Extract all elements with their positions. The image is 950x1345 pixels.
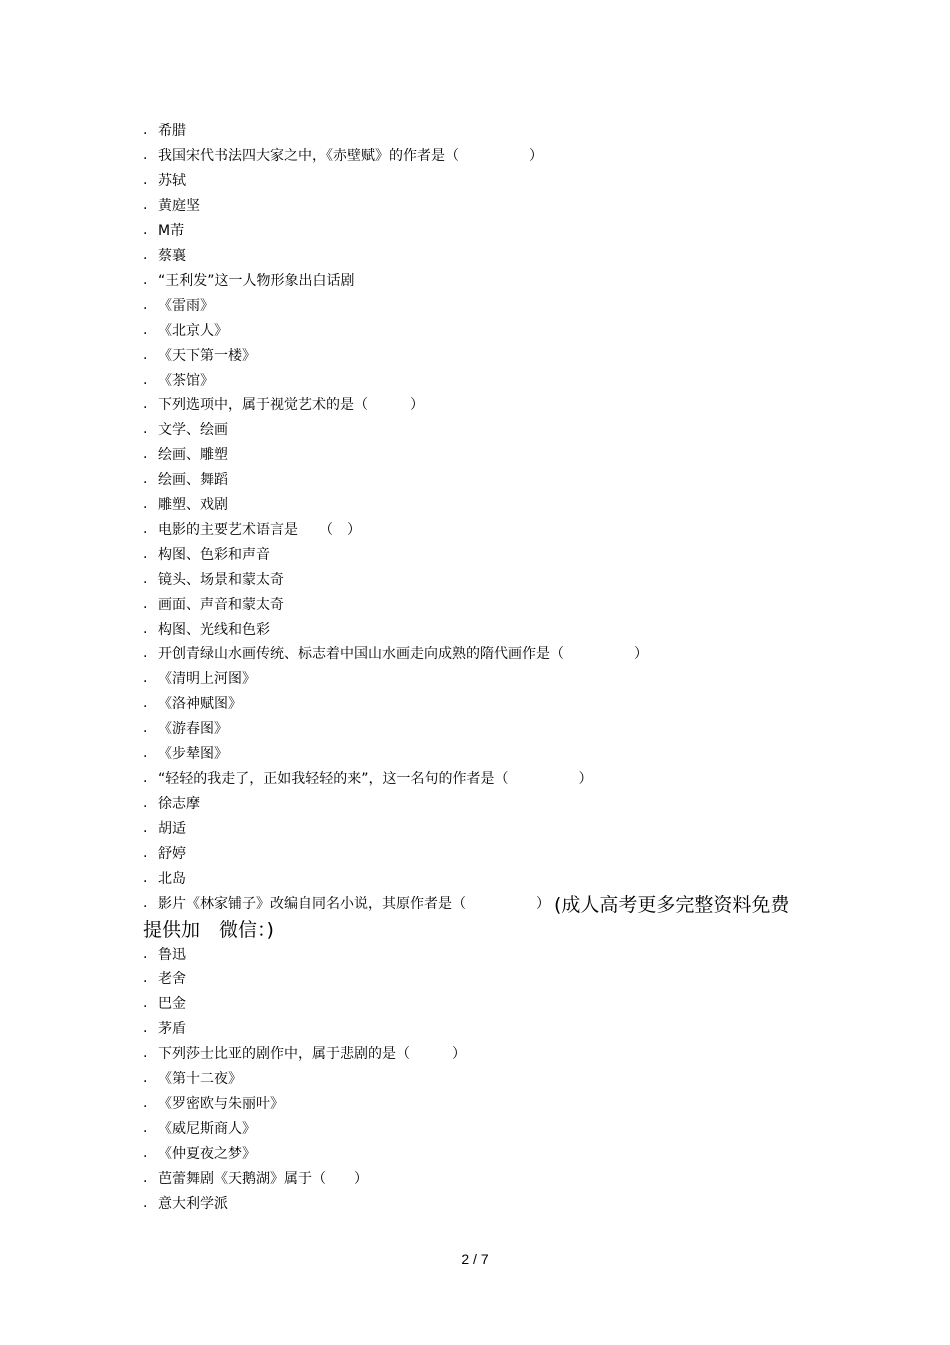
text-line	[143, 442, 823, 467]
line-text: 《茶馆》	[158, 372, 214, 389]
line-bullet: .	[143, 1070, 148, 1087]
page-number: 2 / 7	[461, 1251, 489, 1267]
line-bullet: .	[143, 819, 148, 836]
text-line-with-note	[143, 890, 823, 916]
line-bullet: .	[143, 720, 148, 737]
line-text: 芭蕾舞剧《天鹅湖》属于（ ）	[158, 1170, 368, 1187]
line-bullet: .	[143, 446, 148, 463]
line-bullet: .	[143, 595, 148, 612]
line-bullet: .	[143, 695, 148, 712]
line-text: 北岛	[158, 870, 186, 887]
text-line	[143, 1041, 823, 1066]
line-text: 《威尼斯商人》	[158, 1120, 256, 1137]
line-text: 构图、色彩和声音	[158, 546, 270, 563]
line-text: 《洛神赋图》	[158, 696, 242, 713]
text-line	[143, 1066, 823, 1091]
text-line	[143, 317, 823, 342]
line-bullet: .	[143, 122, 148, 139]
line-bullet: .	[143, 869, 148, 886]
line-text: 巴金	[158, 996, 186, 1013]
line-text: 绘画、舞蹈	[158, 472, 228, 489]
line-text: 《清明上河图》	[158, 671, 256, 688]
text-line	[143, 342, 823, 367]
line-text: 茅盾	[158, 1021, 186, 1038]
text-line	[143, 790, 823, 815]
text-line	[143, 292, 823, 317]
text-line	[143, 1091, 823, 1116]
line-bullet: .	[143, 271, 148, 288]
text-line	[143, 218, 823, 243]
line-text: “王利发”这一人物形象出白话剧	[158, 272, 355, 289]
line-bullet: .	[143, 197, 148, 214]
line-text: 蔡襄	[158, 247, 186, 264]
text-line	[143, 666, 823, 691]
text-line	[143, 815, 823, 840]
line-text: 鲁迅	[158, 946, 186, 963]
line-bullet: .	[143, 520, 148, 537]
text-line	[143, 118, 823, 143]
line-text: 《雷雨》	[158, 297, 214, 314]
text-line	[143, 741, 823, 766]
text-line	[143, 267, 823, 292]
line-bullet: .	[143, 945, 148, 962]
line-text: 《北京人》	[158, 322, 228, 339]
line-bullet: .	[143, 1094, 148, 1111]
text-line	[143, 1165, 823, 1190]
line-bullet: .	[143, 371, 148, 388]
line-bullet: .	[143, 1119, 148, 1136]
line-text: 意大利学派	[158, 1195, 228, 1212]
text-line	[143, 467, 823, 492]
text-line	[143, 367, 823, 392]
text-line	[143, 417, 823, 442]
text-line	[143, 541, 823, 566]
line-bullet: .	[143, 995, 148, 1012]
text-line	[143, 243, 823, 268]
text-line	[143, 766, 823, 791]
line-bullet: .	[143, 1144, 148, 1161]
line-bullet: .	[143, 1020, 148, 1037]
line-text: 下列选项中，属于视觉艺术的是（ ）	[158, 397, 424, 414]
text-line	[143, 716, 823, 741]
line-text: 影片《林家铺子》改编自同名小说，其原作者是（ ）	[158, 896, 550, 913]
line-bullet: .	[143, 246, 148, 263]
line-text: 徐志摩	[158, 795, 200, 812]
text-line	[143, 168, 823, 193]
line-bullet: .	[143, 770, 148, 787]
line-bullet: .	[143, 670, 148, 687]
promo-note-continuation: 提供加 微信：)	[143, 918, 274, 941]
text-line	[143, 392, 823, 417]
line-text: 《仲夏夜之梦》	[158, 1145, 256, 1162]
line-bullet: .	[143, 421, 148, 438]
document-body	[143, 118, 823, 1215]
line-text: “轻轻的我走了，正如我轻轻的来”，这一名句的作者是（ ）	[158, 771, 593, 788]
line-text: 画面、声音和蒙太奇	[158, 596, 284, 613]
line-text: 苏轼	[158, 173, 186, 190]
line-bullet: .	[143, 296, 148, 313]
line-bullet: .	[143, 745, 148, 762]
line-bullet: .	[143, 396, 148, 413]
line-bullet: .	[143, 570, 148, 587]
line-bullet: .	[143, 1045, 148, 1062]
text-line	[143, 641, 823, 666]
line-text: 绘画、雕塑	[158, 447, 228, 464]
text-line	[143, 143, 823, 168]
line-text: 老舍	[158, 971, 186, 988]
line-bullet: .	[143, 794, 148, 811]
line-text: 雕塑、戏剧	[158, 497, 228, 514]
line-text: 《第十二夜》	[158, 1071, 242, 1088]
text-line	[143, 1016, 823, 1041]
text-line	[143, 941, 823, 966]
line-text: 开创青绿山水画传统、标志着中国山水画走向成熟的隋代画作是（ ）	[158, 646, 648, 663]
line-bullet: .	[143, 844, 148, 861]
line-bullet: .	[143, 172, 148, 189]
text-line	[143, 517, 823, 542]
line-bullet: .	[143, 645, 148, 662]
text-line	[143, 492, 823, 517]
line-text: 《步辇图》	[158, 746, 228, 763]
line-bullet: .	[143, 1194, 148, 1211]
line-text: 构图、光线和色彩	[158, 621, 270, 638]
line-bullet: .	[143, 346, 148, 363]
line-bullet: .	[143, 620, 148, 637]
line-bullet: .	[143, 545, 148, 562]
text-line	[143, 1115, 823, 1140]
line-text: 黄庭坚	[158, 198, 200, 215]
line-text: M芾	[158, 223, 185, 240]
line-text: 《天下第一楼》	[158, 347, 256, 364]
text-line	[143, 566, 823, 591]
text-line	[143, 840, 823, 865]
text-line	[143, 865, 823, 890]
text-line	[143, 1140, 823, 1165]
line-text: 我国宋代书法四大家之中，《赤壁赋》的作者是（ ）	[158, 148, 543, 165]
text-line	[143, 616, 823, 641]
text-line	[143, 966, 823, 991]
line-bullet: .	[143, 970, 148, 987]
line-text: 舒婷	[158, 845, 186, 862]
line-text: 《罗密欧与朱丽叶》	[158, 1095, 284, 1112]
line-bullet: .	[143, 496, 148, 513]
line-bullet: .	[143, 321, 148, 338]
line-text: 电影的主要艺术语言是 （ ）	[158, 521, 361, 538]
line-text: 文学、绘画	[158, 422, 228, 439]
promo-note: (成人高考更多完整资料免费	[554, 893, 790, 916]
line-bullet: .	[143, 895, 148, 912]
text-line	[143, 591, 823, 616]
text-line	[143, 691, 823, 716]
line-bullet: .	[143, 471, 148, 488]
text-line	[143, 1190, 823, 1215]
line-text: 下列莎士比亚的剧作中，属于悲剧的是（ ）	[158, 1046, 466, 1063]
line-text: 希腊	[158, 123, 186, 140]
line-text: 胡适	[158, 820, 186, 837]
line-text: 《游春图》	[158, 721, 228, 738]
line-bullet: .	[143, 147, 148, 164]
line-bullet: .	[143, 222, 148, 239]
text-line	[143, 193, 823, 218]
text-line	[143, 991, 823, 1016]
line-text: 镜头、场景和蒙太奇	[158, 571, 284, 588]
line-bullet: .	[143, 1169, 148, 1186]
